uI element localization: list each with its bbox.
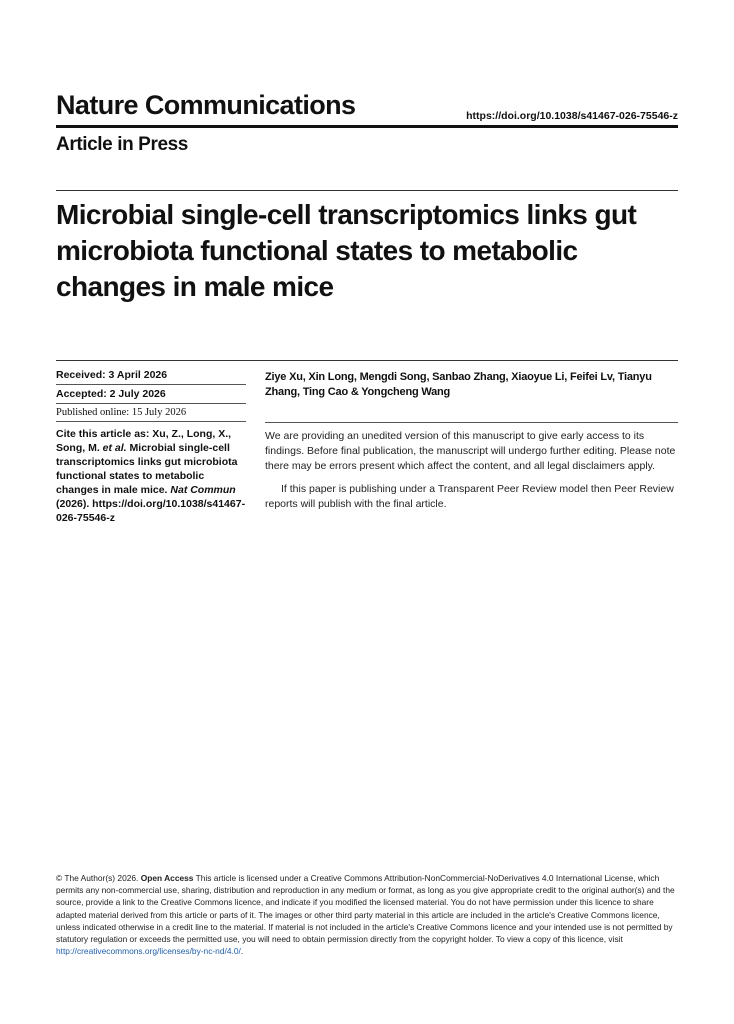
license-link[interactable]: http://creativecommons.org/licenses/by-nc-nd/4.0/ xyxy=(56,946,241,957)
copyright-text: © The Author(s) 2026. xyxy=(56,873,141,883)
license-text: This article is licensed under a Creative Commons Attribution-NonCommercial-NoDerivatives 4.0 International License, which permits any non-commercial use, sharing, distribution and reproduction in any medium or format, as long as you give appropriate credit to the original author(s) and the source, provide a link to the Creative Commons licence, and indicate if you modified the licensed material. You do not have permission under this licence to share adapted material derived from this article or parts of it. The images or other third party material in this article are included in the article's Creative Commons licence, unless indicated otherwise in a credit line to the material. If material is not included in the article's Creative Commons licence and your intended use is not permitted by statutory regulation or exceeds the permitted use, you will need to obtain permission directly from the copyright holder. To view a copy of this licence, visit xyxy=(56,873,675,945)
published-date: Published online: 15 July 2026 xyxy=(56,404,246,422)
journal-name: Nature Communications xyxy=(56,90,356,120)
title-top-rule xyxy=(56,190,678,191)
received-date: Received: 3 April 2026 xyxy=(56,366,246,385)
citation-prefix: Cite this article as: Xu, Z., Long, X., Song, M. xyxy=(56,428,232,454)
license-end: . xyxy=(240,946,244,957)
citation-journal: Nat Commun xyxy=(170,484,236,496)
article-title: Microbial single-cell transcriptomics links gut microbiota functional states to metabolic changes in male mice xyxy=(56,199,637,302)
article-main-column xyxy=(265,370,678,512)
early-access-notice: We are providing an unedited version of this manuscript to give early access to its findings. Before final publication, the manuscript will undergo further editing. Please note there may be errors present which affect the content, and all legal disclaimers apply. xyxy=(265,430,676,472)
authors-rule xyxy=(265,422,678,423)
header-rule xyxy=(56,125,678,128)
citation-middle: Microbial single-cell transcriptomics links gut microbiota functional states to metabolic changes in male mice. xyxy=(56,442,238,496)
article-meta-column xyxy=(56,366,246,525)
peer-review-notice: If this paper is publishing under a Transparent Peer Review model then Peer Review reports will publish with the final article. xyxy=(265,483,674,510)
accepted-date: Accepted: 2 July 2026 xyxy=(56,385,246,404)
article-status: Article in Press xyxy=(56,134,188,155)
doi-link[interactable]: https://doi.org/10.1038/s41467-026-75546-z xyxy=(466,110,678,122)
citation-etal: et al. xyxy=(102,442,127,454)
citation xyxy=(56,427,246,525)
citation-suffix[interactable]: (2026). https://doi.org/10.1038/s41467-026-75546-z xyxy=(56,498,246,524)
author-list: Ziye Xu, Xin Long, Mengdi Song, Sanbao Zhang, Xiaoyue Li, Feifei Lv, Tianyu Zhang, Ting Cao & Yongcheng Wang xyxy=(265,371,652,398)
open-access-label: Open Access xyxy=(140,873,194,883)
title-bottom-rule xyxy=(56,360,678,361)
license-footer xyxy=(56,872,680,957)
